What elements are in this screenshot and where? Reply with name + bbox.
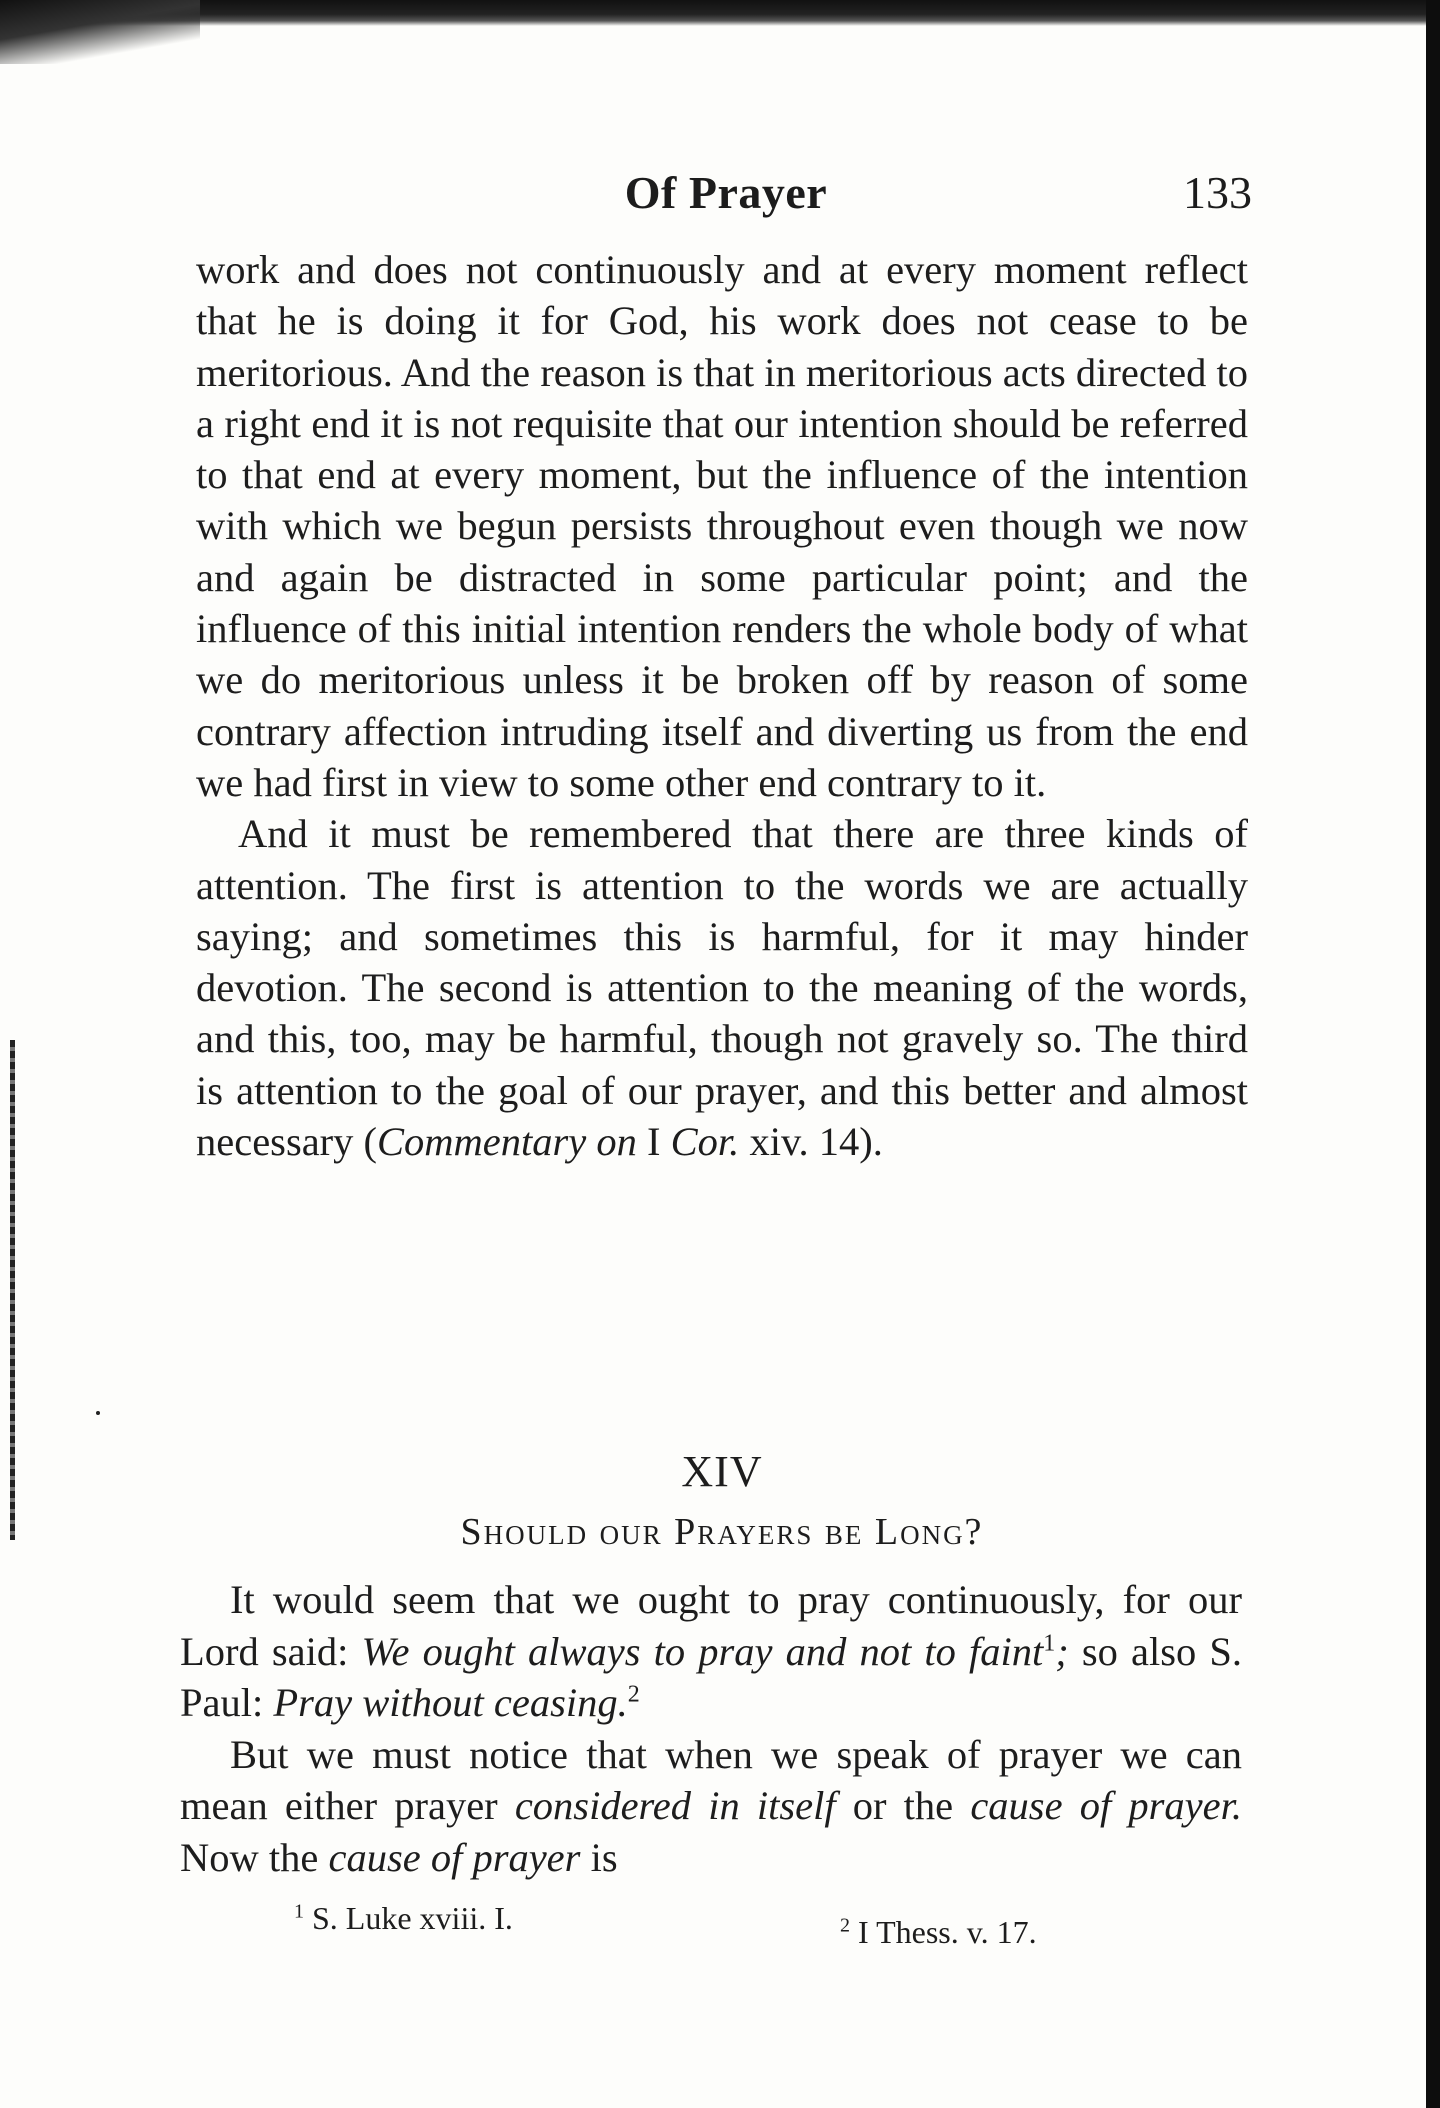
paragraph: work and does not continuously and at every moment reflect that he is doing it for God, his work does not cease to be meritorious. And the reason is that in meritorious acts directed to a right end it is not requisite that our intention should be referred to that end at every moment, but the influence of the intention with which we begun persists throughout even though we now and again be distracted in some particular point; and the influence of this initial intention renders the whole body of what we do meritorious unless it be broken off by reason of some contrary affection intruding itself and diverting us from the end we had first in view to some other end contrary to it. (196, 247, 1248, 805)
page-number: 133 (1183, 167, 1252, 218)
page-header (200, 166, 1252, 218)
footnote-number: 2 (840, 1914, 850, 1937)
footnote-1 (294, 1900, 513, 1937)
section-title: Should our Prayers be Long? (460, 1511, 984, 1553)
scan-speck (96, 1411, 100, 1415)
footnote-number: 1 (294, 1900, 304, 1923)
scan-top-shadow (0, 0, 1440, 26)
paragraph-text: And it must be remembered that there are three kinds of attention. The first is attention to the words we are actually saying; and sometimes this is harmful, for it may hinder devotion. The second is attention to the meaning of the words, and this, too, may be harmful, though not gravely so. The third is attention to the goal of our prayer, and this better and almost necessary ( (196, 811, 1248, 1165)
emphasis: cause of prayer. (970, 1783, 1242, 1828)
citation-number: I (647, 1119, 671, 1165)
punctuation: ; (1055, 1628, 1069, 1674)
running-title: Of Prayer (624, 167, 828, 218)
paragraph (180, 1729, 1242, 1884)
main-text (196, 244, 1248, 1167)
citation-book: Cor. (670, 1119, 740, 1165)
paragraph-text: so also S. Paul: (180, 1628, 1242, 1725)
paragraph-text: or the (835, 1783, 971, 1828)
paragraph-text: But we must notice that when we speak of prayer we can mean either prayer (180, 1731, 1242, 1828)
section-number: XIV (681, 1447, 763, 1496)
paragraph-text: Now the (180, 1834, 329, 1880)
paragraph-text: is (580, 1834, 618, 1880)
footnotes (200, 1900, 1250, 1950)
citation-title: Commentary on (377, 1119, 637, 1165)
scan-left-binding-mark (10, 1040, 15, 1540)
footnote-2 (840, 1914, 1037, 1951)
section-text (180, 1574, 1242, 1883)
scan-right-border (1426, 0, 1440, 2108)
scripture-quote: We ought always to pray and not to faint (361, 1628, 1044, 1674)
emphasis: cause of prayer (328, 1834, 581, 1880)
paragraph-text: It would seem that we ought to pray continuously, for our Lord said: (180, 1577, 1242, 1674)
footnote-text: S. Luke xviii. I. (304, 1900, 513, 1936)
paragraph (180, 1574, 1242, 1729)
emphasis: considered in itself (514, 1783, 836, 1828)
paragraph (196, 808, 1248, 1167)
footnote-marker: 1 (1043, 1630, 1056, 1656)
footnote-text: I Thess. v. 17. (850, 1914, 1037, 1950)
footnote-marker: 2 (627, 1681, 640, 1708)
scripture-quote: Pray without ceasing. (273, 1680, 628, 1725)
scan-corner-shadow (0, 0, 200, 64)
citation-reference: xiv. 14). (739, 1119, 883, 1165)
